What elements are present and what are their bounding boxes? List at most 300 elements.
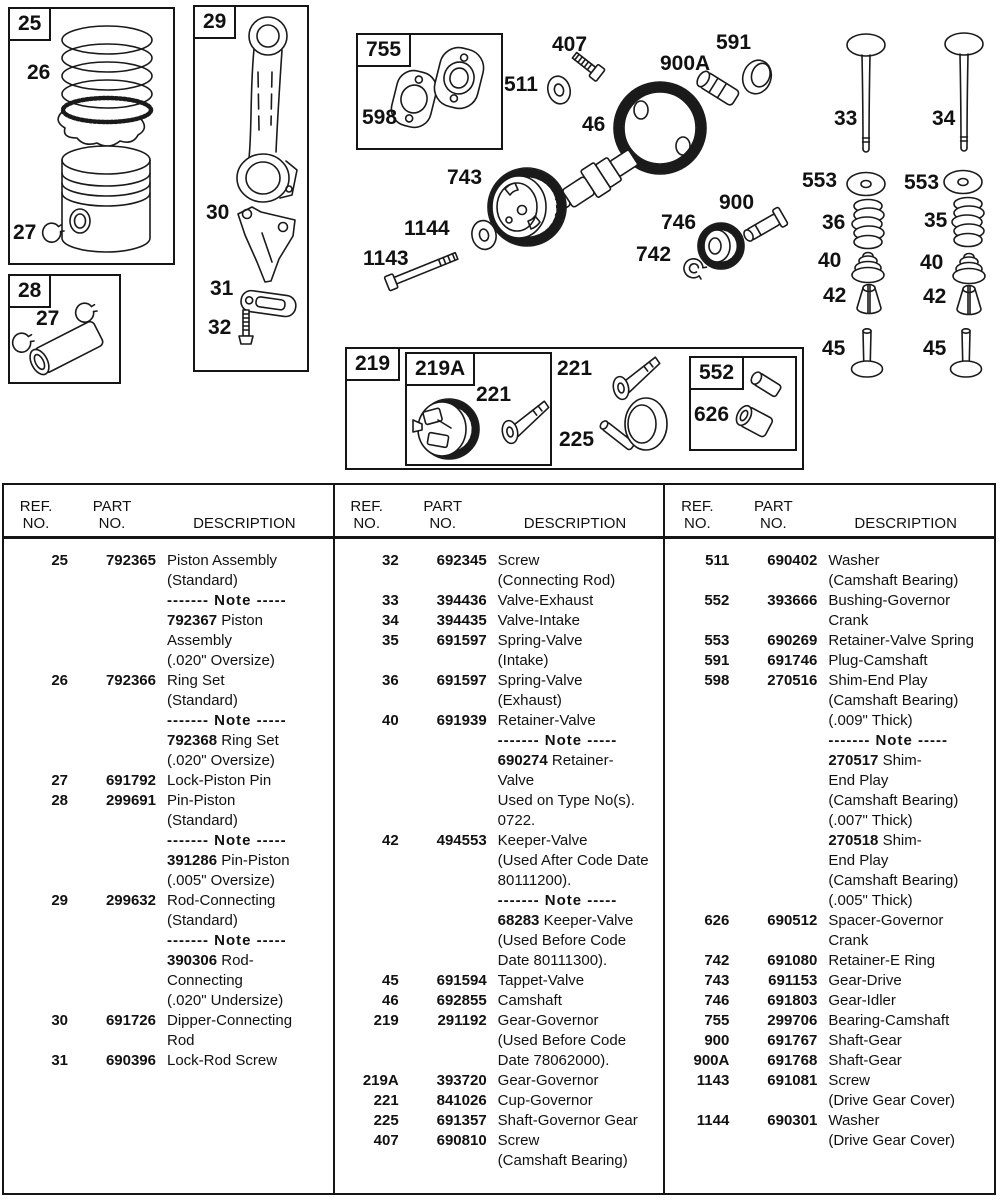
ref-no-cell: 742 [704, 952, 730, 969]
table-row [665, 911, 994, 931]
part-no-cell [399, 691, 487, 711]
description-cell: ------- Note ----- [497, 732, 618, 749]
description-cell: (Camshaft Bearing) [828, 792, 959, 809]
callout-tag: 29 [193, 5, 236, 39]
table-row [335, 951, 664, 971]
part-label-42: 42 [923, 285, 947, 308]
description-cell: Gear-Governor [497, 1012, 599, 1029]
part-no-cell [68, 971, 156, 991]
ref-no-cell [335, 731, 399, 751]
table-row [665, 1111, 994, 1131]
table-row [4, 911, 333, 931]
description-cell: (Intake) [497, 652, 549, 669]
part-no-cell [68, 871, 156, 891]
ref-no-cell: 29 [51, 892, 68, 909]
description-cell: ------- Note ----- [167, 592, 287, 609]
description-cell: (.020" Undersize) [167, 992, 284, 1009]
table-row [4, 731, 333, 751]
part-no-cell [68, 591, 156, 611]
parts-column-body [335, 539, 664, 1171]
ref-no-cell: 31 [51, 1052, 68, 1069]
table-row [4, 931, 333, 951]
part-no-cell: 792366 [105, 672, 156, 689]
part-no-cell: 393666 [767, 592, 818, 609]
description-cell: (Used Before Code [497, 932, 627, 949]
table-row [4, 991, 333, 1011]
ref-no-cell [665, 791, 729, 811]
part-label-553: 553 [802, 169, 838, 192]
table-row [665, 751, 994, 771]
part-no-cell: 691357 [436, 1112, 487, 1129]
part-label-1143: 1143 [363, 247, 409, 270]
description-cell: Gear-Idler [828, 992, 896, 1009]
part-label-30: 30 [206, 201, 230, 224]
ref-no-cell: 1144 [696, 1112, 730, 1129]
ref-no-cell: 626 [704, 912, 730, 929]
part-no-cell: 299691 [105, 792, 156, 809]
ref-no-cell: 900A [693, 1052, 730, 1069]
ref-no-cell: 552 [704, 592, 730, 609]
description-cell: Connecting [167, 972, 243, 989]
part-no-cell [68, 651, 156, 671]
ref-no-cell: 746 [704, 992, 730, 1009]
tappet-valve-icon [951, 329, 982, 377]
parts-column-header [665, 485, 994, 539]
part-no-header: PART NO. [92, 498, 132, 532]
description-cell: Retainer-Valve [497, 712, 596, 729]
table-row [4, 591, 333, 611]
description-cell: Piston Assembly [167, 552, 278, 569]
ref-no-header: REF. NO. [681, 498, 714, 532]
description-cell: Retainer-E Ring [828, 952, 936, 969]
part-no-cell: 691939 [436, 712, 487, 729]
description-cell: (.007" Thick) [828, 812, 913, 829]
part-no-cell: 692855 [436, 992, 487, 1009]
part-label-26: 26 [27, 61, 51, 84]
description-header: DESCRIPTION [523, 515, 627, 532]
ref-no-cell [335, 771, 399, 791]
callout-tag: 25 [8, 7, 51, 41]
description-cell: (Standard) [167, 812, 238, 829]
table-row [4, 1011, 333, 1031]
part-label-221: 221 [476, 383, 512, 406]
description-cell: Retainer-Valve Spring [828, 632, 974, 649]
ref-no-cell [335, 931, 399, 951]
table-row [4, 891, 333, 911]
part-no-cell [399, 731, 487, 751]
table-row [665, 591, 994, 611]
description-cell: Shaft-Gear [828, 1032, 902, 1049]
description-cell: ------- Note ----- [167, 712, 287, 729]
part-no-cell [729, 1131, 817, 1151]
part-no-cell: 691726 [105, 1012, 156, 1029]
table-row [4, 1031, 333, 1051]
ref-no-cell: 407 [373, 1132, 399, 1149]
table-row [335, 1051, 664, 1071]
part-label-1144: 1144 [404, 217, 450, 240]
part-no-cell: 792365 [105, 552, 156, 569]
part-no-cell: 841026 [436, 1092, 487, 1109]
ref-no-cell: 40 [381, 712, 399, 729]
ref-no-cell: 45 [381, 972, 399, 989]
part-no-cell [729, 751, 817, 771]
description-cell: (Standard) [167, 692, 238, 709]
ref-no-cell: 219 [373, 1012, 399, 1029]
part-no-cell [399, 911, 487, 931]
description-cell: (Camshaft Bearing) [828, 872, 959, 889]
ref-no-cell [665, 891, 729, 911]
description-cell: 792368 Ring Set [167, 732, 279, 749]
table-row [665, 671, 994, 691]
description-cell: (Camshaft Bearing) [497, 1152, 628, 1169]
table-row [335, 751, 664, 771]
table-row [665, 791, 994, 811]
part-no-cell [399, 931, 487, 951]
ref-no-cell [665, 1131, 729, 1151]
part-no-cell [399, 891, 487, 911]
table-row [665, 731, 994, 751]
part-no-cell [399, 871, 487, 891]
ref-no-cell [665, 811, 729, 831]
ref-no-cell [4, 631, 68, 651]
description-header: DESCRIPTION [193, 515, 296, 532]
callout-box-219A [405, 352, 552, 466]
exploded-diagram [0, 0, 1000, 483]
table-row [335, 991, 664, 1011]
ref-no-cell [335, 851, 399, 871]
ref-no-cell [335, 751, 399, 771]
part-label-35: 35 [924, 209, 948, 232]
part-label-591: 591 [716, 31, 752, 54]
table-row [335, 1151, 664, 1171]
table-row [665, 711, 994, 731]
ref-no-cell: 591 [704, 652, 730, 669]
part-no-cell [729, 891, 817, 911]
description-cell: End Play [828, 772, 889, 789]
camshaft-plug-icon [738, 57, 775, 98]
part-label-45: 45 [923, 337, 947, 360]
description-cell: ------- Note ----- [497, 892, 618, 909]
table-row [335, 1071, 664, 1091]
ref-no-cell [4, 951, 68, 971]
part-label-40: 40 [818, 249, 842, 272]
table-row [335, 671, 664, 691]
ref-no-cell [4, 651, 68, 671]
callout-tag: 219A [405, 352, 475, 386]
retainer-valve-icon [953, 254, 985, 284]
table-row [335, 791, 664, 811]
part-no-cell [729, 811, 817, 831]
intake-valve-spring-icon [952, 198, 984, 247]
table-row [335, 1091, 664, 1111]
part-no-cell: 690396 [105, 1052, 156, 1069]
description-cell: (Drive Gear Cover) [828, 1092, 956, 1109]
table-row [665, 1091, 994, 1111]
description-cell: Date 80111300). [497, 952, 608, 969]
part-label-407: 407 [552, 33, 588, 56]
ref-no-cell [665, 691, 729, 711]
part-no-cell: 692345 [436, 552, 487, 569]
parts-column [663, 485, 994, 1193]
ref-no-cell [4, 871, 68, 891]
table-row [335, 771, 664, 791]
ref-no-header: REF. NO. [350, 498, 383, 532]
parts-column-body [665, 539, 994, 1151]
table-row [4, 831, 333, 851]
table-row [665, 891, 994, 911]
table-row [665, 1011, 994, 1031]
table-row [335, 891, 664, 911]
ref-no-cell [665, 831, 729, 851]
description-cell: ------- Note ----- [828, 732, 948, 749]
description-cell: Keeper-Valve [497, 832, 588, 849]
part-no-cell: 690269 [767, 632, 818, 649]
part-no-cell: 691768 [767, 1052, 818, 1069]
ref-no-cell [4, 931, 68, 951]
table-row [665, 851, 994, 871]
table-row [665, 811, 994, 831]
part-no-cell [399, 651, 487, 671]
table-row [665, 1131, 994, 1151]
part-no-cell: 494553 [436, 832, 487, 849]
ref-no-cell [665, 711, 729, 731]
ref-no-cell [335, 811, 399, 831]
description-cell: (Drive Gear Cover) [828, 1132, 956, 1149]
part-no-cell [68, 751, 156, 771]
table-row [4, 571, 333, 591]
part-label-45: 45 [822, 337, 846, 360]
table-row [4, 651, 333, 671]
table-row [665, 771, 994, 791]
part-no-cell [729, 771, 817, 791]
description-cell: Rod [167, 1032, 195, 1049]
ref-no-cell [4, 1031, 68, 1051]
ref-no-cell: 35 [381, 632, 399, 649]
part-no-cell [399, 571, 487, 591]
table-row [4, 871, 333, 891]
ref-no-cell: 1143 [696, 1072, 730, 1089]
exhaust-valve-spring-icon [852, 200, 884, 249]
description-cell: Valve-Intake [497, 612, 580, 629]
ref-no-cell [665, 731, 729, 751]
part-label-746: 746 [661, 211, 697, 234]
description-cell: 0722. [497, 812, 536, 829]
description-cell: Gear-Governor [497, 1072, 599, 1089]
table-row [665, 571, 994, 591]
part-no-cell [729, 791, 817, 811]
description-cell: Screw [497, 552, 540, 569]
part-no-cell: 691597 [436, 672, 487, 689]
table-row [4, 791, 333, 811]
table-row [4, 711, 333, 731]
ref-no-cell: 221 [373, 1092, 399, 1109]
table-row [4, 851, 333, 871]
parts-column [4, 485, 333, 1193]
description-header: DESCRIPTION [854, 515, 957, 532]
ref-no-cell [335, 871, 399, 891]
part-no-cell [729, 851, 817, 871]
table-row [335, 851, 664, 871]
part-no-cell: 690512 [767, 912, 818, 929]
table-row [665, 651, 994, 671]
description-cell: Shaft-Governor Gear [497, 1112, 638, 1129]
callout-tag: 219 [345, 347, 400, 381]
part-no-cell [399, 851, 487, 871]
ref-no-cell [335, 571, 399, 591]
parts-column [333, 485, 664, 1193]
ref-no-cell: 26 [51, 672, 68, 689]
description-cell: (Camshaft Bearing) [828, 572, 959, 589]
description-cell: (Used After Code Date [497, 852, 649, 869]
description-cell: 391286 Pin-Piston [167, 852, 290, 869]
description-cell: End Play [828, 852, 889, 869]
description-cell: Lock-Rod Screw [167, 1052, 278, 1069]
ref-no-cell: 27 [51, 772, 68, 789]
description-cell: Screw [497, 1132, 540, 1149]
ref-no-header: REF. NO. [19, 498, 53, 532]
part-label-27: 27 [36, 307, 60, 330]
description-cell: 690274 Retainer- [497, 752, 614, 769]
callout-tag: 552 [689, 356, 744, 390]
ref-no-cell [4, 691, 68, 711]
valve-spring-retainer-icon [944, 171, 982, 194]
part-no-cell: 690402 [767, 552, 818, 569]
description-cell: (.005" Thick) [828, 892, 913, 909]
description-cell: Dipper-Connecting [167, 1012, 293, 1029]
ref-no-cell [4, 711, 68, 731]
ref-no-cell: 225 [373, 1112, 399, 1129]
ref-no-cell [4, 571, 68, 591]
table-row [4, 611, 333, 631]
valve-spring-retainer-icon [847, 173, 885, 196]
part-no-cell: 691153 [768, 972, 818, 989]
table-row [335, 1011, 664, 1031]
part-no-cell [68, 731, 156, 751]
table-row [4, 951, 333, 971]
description-cell: Bushing-Governor [828, 592, 951, 609]
part-no-cell [68, 571, 156, 591]
table-row [335, 1031, 664, 1051]
table-row [665, 931, 994, 951]
ref-no-cell: 511 [705, 552, 730, 569]
part-label-511: 511 [504, 73, 538, 96]
part-label-553: 553 [904, 171, 940, 194]
table-row [4, 631, 333, 651]
part-label-221: 221 [557, 357, 593, 380]
description-cell: Shim-End Play [828, 672, 928, 689]
ref-no-cell: 553 [704, 632, 730, 649]
part-no-cell: 691081 [767, 1072, 818, 1089]
description-cell: Pin-Piston [167, 792, 236, 809]
camshaft-washer-icon [545, 74, 573, 107]
part-label-225: 225 [559, 428, 595, 451]
table-row [335, 811, 664, 831]
callout-box-28 [8, 274, 121, 384]
ref-no-cell [335, 1051, 399, 1071]
ref-no-cell: 36 [381, 672, 399, 689]
part-no-cell [68, 691, 156, 711]
table-row [4, 771, 333, 791]
keeper-valve-icon [857, 285, 881, 314]
keeper-valve-icon [957, 286, 981, 315]
part-no-cell [729, 571, 817, 591]
table-row [335, 591, 664, 611]
description-cell: 270517 Shim- [828, 752, 922, 769]
description-cell: Screw [828, 1072, 871, 1089]
ref-no-cell [665, 1091, 729, 1111]
table-row [665, 951, 994, 971]
part-label-598: 598 [362, 106, 398, 129]
description-cell: Spring-Valve [497, 672, 583, 689]
table-row [665, 631, 994, 651]
table-row [665, 871, 994, 891]
ref-no-cell [335, 911, 399, 931]
table-row [4, 811, 333, 831]
table-row [665, 1031, 994, 1051]
part-no-cell [68, 811, 156, 831]
description-cell: 792367 Piston [167, 612, 263, 629]
part-label-743: 743 [447, 166, 483, 189]
ref-no-cell [4, 991, 68, 1011]
table-row [4, 691, 333, 711]
description-cell: Ring Set [167, 672, 225, 689]
ref-no-cell [4, 911, 68, 931]
table-row [335, 1111, 664, 1131]
description-cell: (Connecting Rod) [497, 572, 616, 589]
ref-no-cell: 33 [381, 592, 399, 609]
part-no-cell [399, 771, 487, 791]
description-cell: Bearing-Camshaft [828, 1012, 950, 1029]
ref-no-cell [335, 791, 399, 811]
part-label-900: 900 [719, 191, 755, 214]
table-row [665, 991, 994, 1011]
part-no-cell: 299632 [105, 892, 156, 909]
part-no-cell: 393720 [436, 1072, 487, 1089]
description-cell: Used on Type No(s). [497, 792, 635, 809]
description-cell: (Exhaust) [497, 692, 562, 709]
table-row [335, 831, 664, 851]
part-no-cell [399, 951, 487, 971]
parts-table [2, 483, 996, 1195]
callout-tag: 755 [356, 33, 411, 67]
description-cell: Washer [828, 552, 880, 569]
part-no-cell [399, 1151, 487, 1171]
description-cell: Tappet-Valve [497, 972, 585, 989]
ref-no-cell [665, 931, 729, 951]
description-cell: Valve [497, 772, 535, 789]
description-cell: Gear-Drive [828, 972, 902, 989]
callout-box-755 [356, 33, 503, 150]
description-cell: Date 78062000). [497, 1052, 610, 1069]
part-no-cell [68, 1031, 156, 1051]
part-no-cell [68, 851, 156, 871]
description-cell: (Standard) [167, 912, 238, 929]
ref-no-cell: 25 [51, 552, 68, 569]
exhaust-valve-icon [847, 34, 885, 152]
ref-no-cell: 34 [381, 612, 399, 629]
ref-no-cell [4, 591, 68, 611]
table-row [335, 571, 664, 591]
part-no-cell [729, 711, 817, 731]
ref-no-cell [665, 871, 729, 891]
description-cell: (.020" Oversize) [167, 652, 275, 669]
ref-no-cell [4, 811, 68, 831]
ref-no-cell: 42 [381, 832, 399, 849]
part-label-36: 36 [822, 211, 846, 234]
part-no-cell: 270516 [767, 672, 818, 689]
description-cell: Assembly [167, 632, 233, 649]
part-no-cell: 691767 [767, 1032, 818, 1049]
